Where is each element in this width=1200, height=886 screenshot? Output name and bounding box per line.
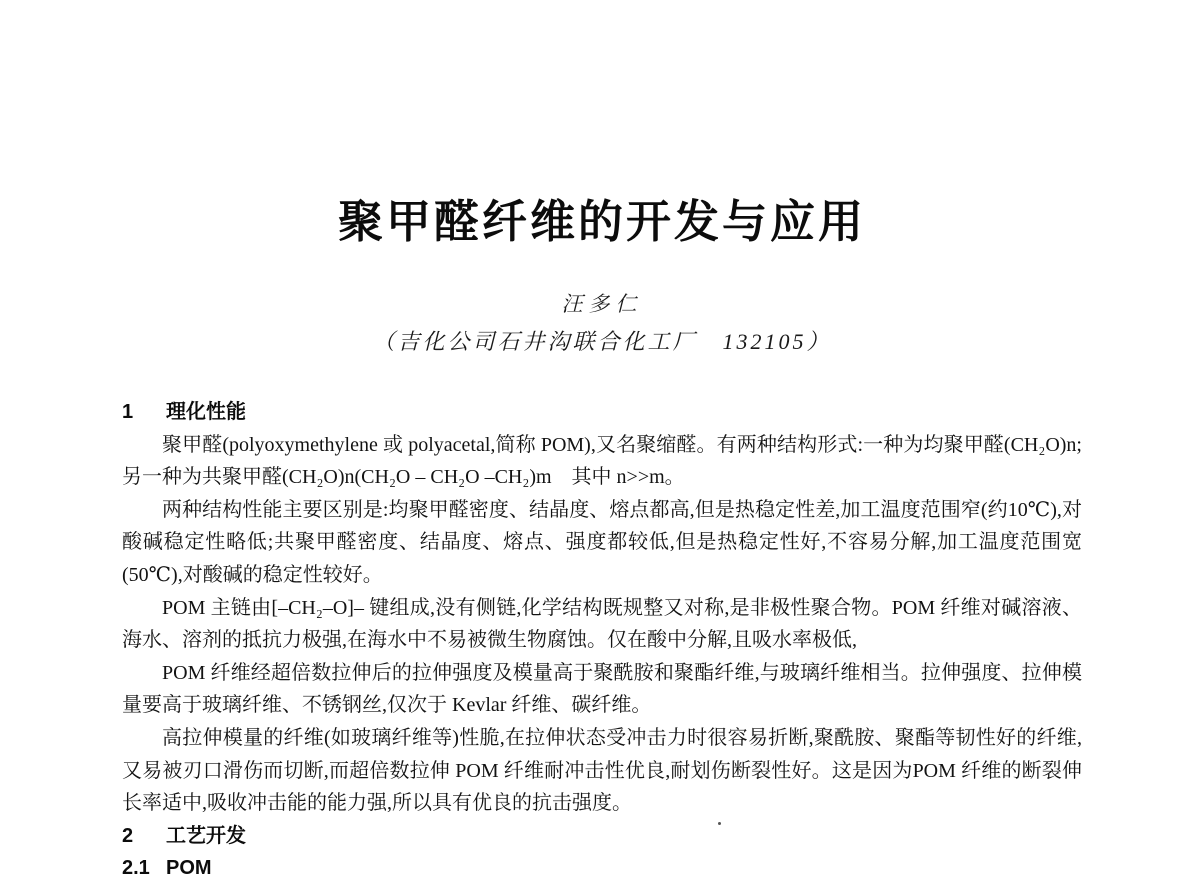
paragraph-main-chain-properties: POM 主链由[–CH₂–O]– 键组成,没有侧链,化学结构既规整又对称,是非极性聚合物。POM 纤维对碱溶液、海水、溶剂的抵抗力极强,在海水中不易被微生物腐蚀。仅在酸中分解,且吸水率极低, [122, 596, 1082, 652]
section-2-number: 2 [122, 824, 134, 847]
section-1-title: 理化性能 [166, 401, 246, 423]
article [122, 0, 1082, 885]
paragraph-tensile-strength: POM 纤维经超倍数拉伸后的拉伸强度及模量高于聚酰胺和聚酯纤维,与玻璃纤维相当。拉伸强度、拉伸模量要高于玻璃纤维、不锈钢丝,仅次于 Kevlar 纤维、碳纤维。 [122, 661, 1082, 717]
section-1-heading [122, 396, 1082, 429]
section-2-title: 工艺开发 [166, 824, 246, 847]
scan-artifact-dot [718, 822, 721, 825]
section-2-1-heading [122, 852, 1082, 885]
section-2-1-title: POM [166, 857, 212, 880]
article-title: 聚甲醛纤维的开发与应用 [337, 197, 866, 247]
article-author: 汪多仁 [561, 292, 643, 316]
article-affiliation: （吉化公司石井沟联合化工厂 132105） [372, 329, 832, 354]
article-body [122, 396, 1082, 885]
section-1-number: 1 [122, 401, 134, 423]
paragraph-pom-definition: 聚甲醛(polyoxymethylene 或 polyacetal,简称 POM),又名聚缩醛。有两种结构形式:一种为均聚甲醛(CH₂O)n;另一种为共聚甲醛(CH₂O)n(CH₂O – CH₂O –CH₂)m 其中 n>>m。 [122, 433, 1082, 489]
section-2-heading [122, 820, 1082, 853]
paragraph-structure-differences: 两种结构性能主要区别是:均聚甲醛密度、结晶度、熔点都高,但是热稳定性差,加工温度范围窄(约10℃),对酸碱稳定性略低;共聚甲醛密度、结晶度、熔点、强度都较低,但是热稳定性好,不容易分解,加工温度范围宽(50℃),对酸碱的稳定性较好。 [122, 498, 1082, 586]
paragraph-impact-resistance: 高拉伸模量的纤维(如玻璃纤维等)性脆,在拉伸状态受冲击力时很容易折断,聚酰胺、聚酯等韧性好的纤维,又易被刃口滑伤而切断,而超倍数拉伸 POM 纤维耐冲击性优良,耐划伤断裂性好。这是因为POM 纤维的断裂伸长率适中,吸收冲击能的能力强,所以具有优良的抗击强度。 [122, 726, 1082, 815]
section-2-1-number: 2.1 [122, 857, 150, 880]
